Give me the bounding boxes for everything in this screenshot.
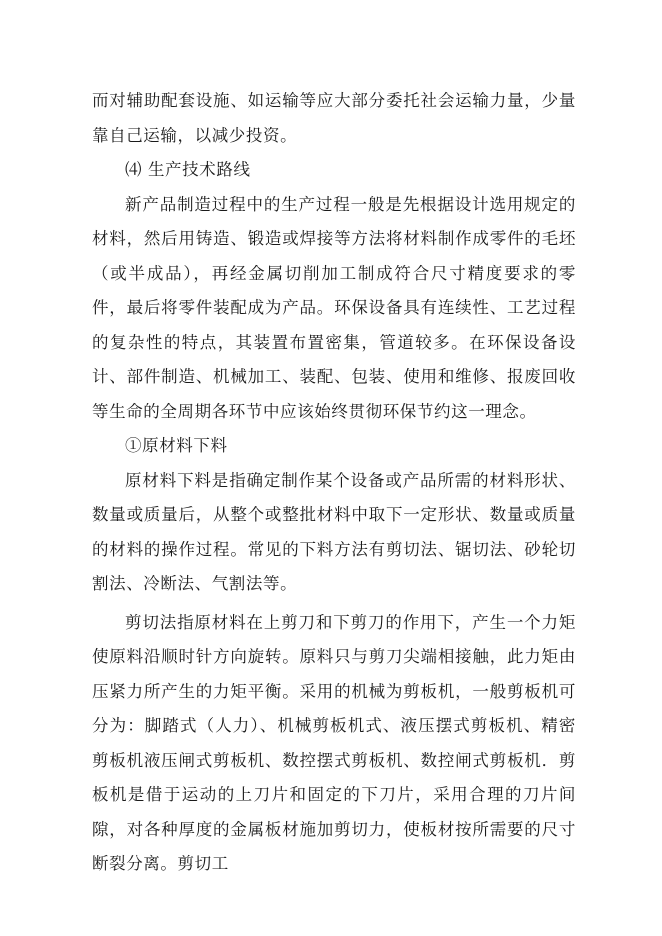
paragraph-manufacturing-process: 新产品制造过程中的生产过程一般是先根据设计选用规定的材料，然后用铸造、锻造或焊接等方法将材料制作成零件的毛坯（或半成品），再经金属切削加工制成符合尺寸精度要求的零件，最后将零件装配成为产品。环保设备具有连续性、工艺过程的复杂性的特点，其装置布置密集，管道较多。在环保设备设计、部件制造、机械加工、装配、包装、使用和维修、报废回收等生命的全周期各环节中应该始终贯彻环保节约这一理念。	[92, 194, 576, 421]
paragraph-raw-material-cutting: 原材料下料是指确定制作某个设备或产品所需的材料形状、数量或质量后，从整个或整批材料中取下一定形状、数量或质量的材料的操作过程。常见的下料方法有剪切法、锯切法、砂轮切割法、冷断法、气割法等。	[92, 470, 576, 593]
paragraph-shearing-method: 剪切法指原材料在上剪刀和下剪刀的作用下，产生一个力矩使原料沿顺时针方向旋转。原料只与剪刀尖端相接触，此力矩由压紧力所产生的力矩平衡。采用的机械为剪板机，一般剪板机可分为：脚踏式（人力）、机械剪板机式、液压摆式剪板机、精密剪板机液压闸式剪板机、数控摆式剪板机、数控闸式剪板机．剪板机是借于运动的上刀片和固定的下刀片，采用合理的刀片间隙，对各种厚度的金属板材施加剪切力，使板材按所需要的尺寸断裂分离。剪切工	[92, 612, 576, 873]
subsection-heading-raw-material-cutting: ①原材料下料	[125, 436, 228, 455]
section-heading-production-route: ⑷ 生产技术路线	[125, 160, 251, 179]
paragraph-transport: 而对辅助配套设施、如运输等应大部分委托社会运输力量，少量靠自己运输，以减少投资。	[92, 91, 576, 145]
document-body	[92, 84, 576, 882]
